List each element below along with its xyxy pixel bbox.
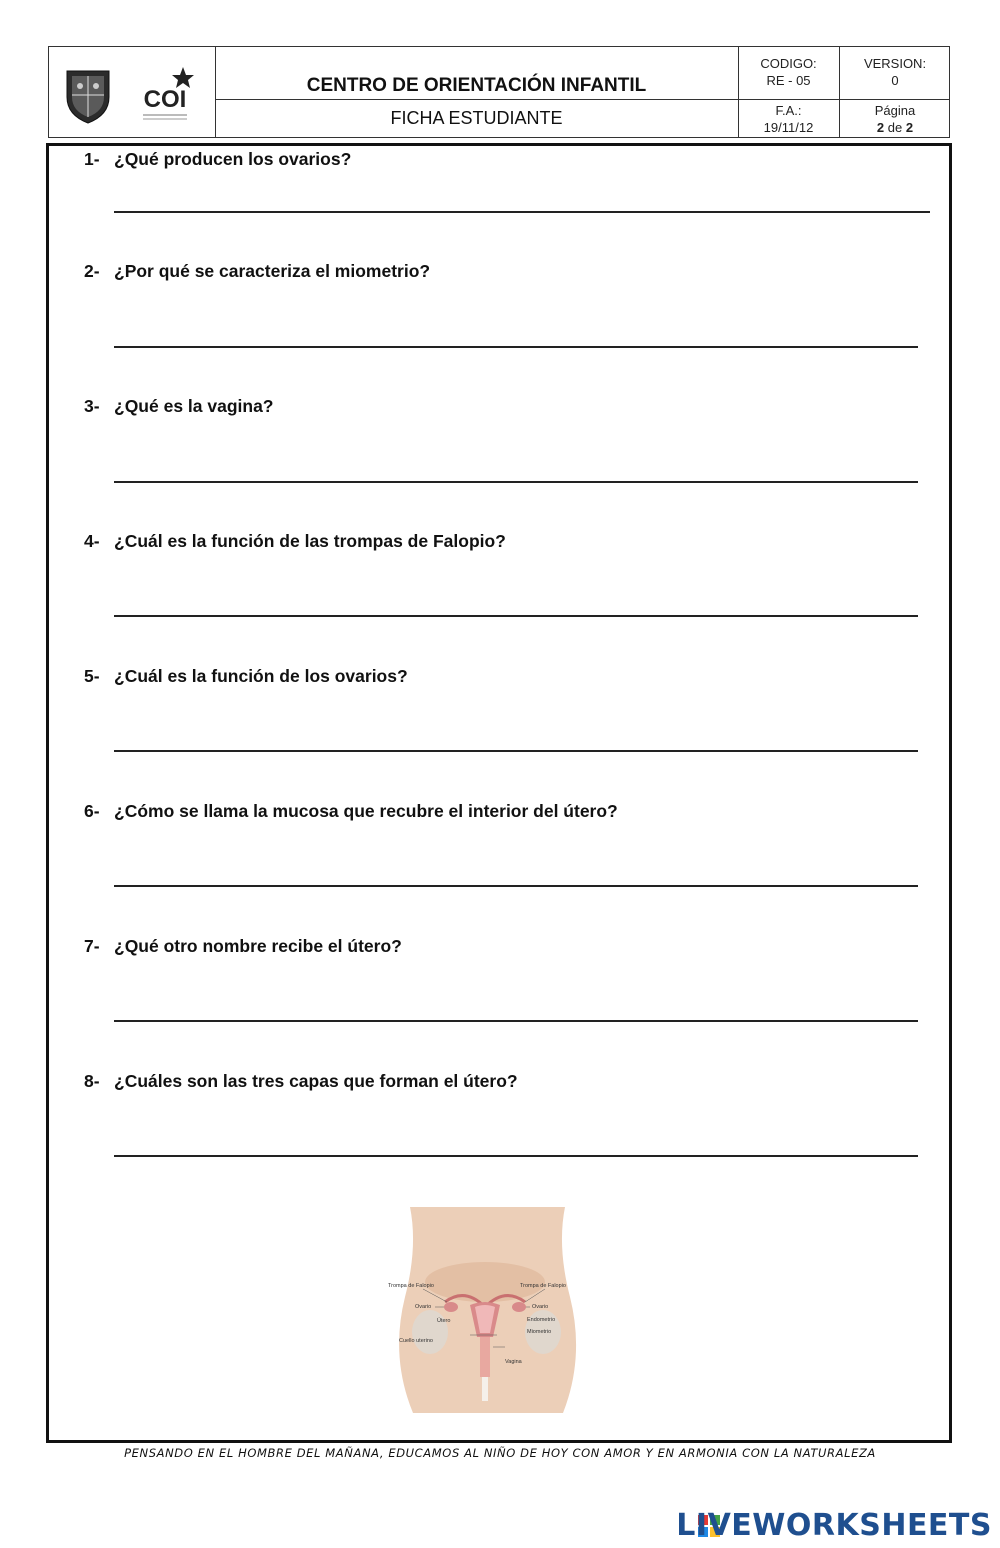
version-label: VERSION: — [863, 56, 927, 71]
answer-line-1[interactable] — [114, 211, 930, 213]
label-cuello: Cuello uterino — [399, 1338, 433, 1344]
question-text: ¿Cómo se llama la mucosa que recubre el interior del útero? — [114, 801, 618, 821]
codigo-cell — [738, 55, 839, 89]
liveworksheets-brand[interactable]: LIVEWORKSHEETS — [676, 1508, 992, 1543]
page-title: CENTRO DE ORIENTACIÓN INFANTIL — [306, 75, 647, 96]
answer-line-8[interactable] — [114, 1155, 918, 1157]
answer-line-5[interactable] — [114, 750, 918, 752]
question-number: 4- — [84, 531, 100, 551]
question-text: ¿Cuál es la función de las trompas de Falopio? — [114, 531, 506, 551]
question-number: 7- — [84, 936, 100, 956]
question-text: ¿Cuál es la función de los ovarios? — [114, 666, 408, 686]
pagina-label: Página — [874, 103, 916, 118]
version-cell — [839, 55, 951, 89]
question-2 — [84, 261, 430, 282]
reproductive-system-diagram — [385, 1207, 590, 1413]
question-1 — [84, 149, 351, 170]
question-5 — [84, 666, 408, 687]
label-trompa-right: Trompa de Falopio — [520, 1283, 566, 1289]
answer-line-6[interactable] — [114, 885, 918, 887]
answer-line-4[interactable] — [114, 615, 918, 617]
version-value: 0 — [891, 73, 899, 88]
question-number: 1- — [84, 149, 100, 169]
label-endometrio: Endometrio — [527, 1317, 556, 1323]
question-text: ¿Qué es la vagina? — [114, 396, 274, 416]
question-text: ¿Por qué se caracteriza el miometrio? — [114, 261, 431, 281]
question-7 — [84, 936, 402, 957]
pagina-number — [839, 119, 951, 136]
question-text: ¿Qué producen los ovarios? — [114, 149, 352, 169]
document-header — [48, 46, 950, 138]
question-4 — [84, 531, 506, 552]
label-vagina: Vagina — [505, 1359, 522, 1365]
fa-value: 19/11/12 — [763, 120, 814, 135]
answer-line-7[interactable] — [114, 1020, 918, 1022]
label-ovario-left: Ovario — [415, 1304, 432, 1310]
question-3 — [84, 396, 274, 417]
pagina-total: 2 — [905, 120, 914, 135]
school-motto: PENSANDO EN EL HOMBRE DEL MAÑANA, EDUCAMOS AL NIÑO DE HOY CON AMOR Y EN ARMONIA CON LA NATURALEZA — [124, 1446, 876, 1460]
answer-line-3[interactable] — [114, 481, 918, 483]
label-ovario-right: Ovario — [532, 1304, 549, 1310]
question-number: 6- — [84, 801, 100, 821]
school-crest-logo — [63, 67, 113, 125]
fa-cell — [738, 102, 839, 136]
question-number: 8- — [84, 1071, 100, 1091]
pagina-current: 2 — [876, 120, 885, 135]
coi-logo — [137, 63, 203, 129]
fa-label: F.A.: — [775, 103, 802, 118]
question-8 — [84, 1071, 518, 1092]
question-number: 3- — [84, 396, 100, 416]
label-utero: Útero — [437, 1318, 451, 1324]
pagina-of: de — [887, 120, 903, 135]
page-subtitle: FICHA ESTUDIANTE — [390, 108, 563, 128]
question-number: 2- — [84, 261, 100, 281]
pagina-cell — [839, 102, 951, 136]
label-miometrio: Miometrio — [527, 1329, 552, 1335]
question-6 — [84, 801, 618, 822]
question-number: 5- — [84, 666, 100, 686]
coi-logo-text: COI — [143, 86, 187, 113]
divider — [215, 99, 949, 100]
question-text: ¿Qué otro nombre recibe el útero? — [114, 936, 402, 956]
answer-line-2[interactable] — [114, 346, 918, 348]
question-text: ¿Cuáles son las tres capas que forman el útero? — [114, 1071, 518, 1091]
codigo-value: RE - 05 — [766, 73, 811, 88]
label-trompa-left: Trompa de Falopio — [388, 1283, 434, 1289]
codigo-label: CODIGO: — [760, 56, 817, 71]
